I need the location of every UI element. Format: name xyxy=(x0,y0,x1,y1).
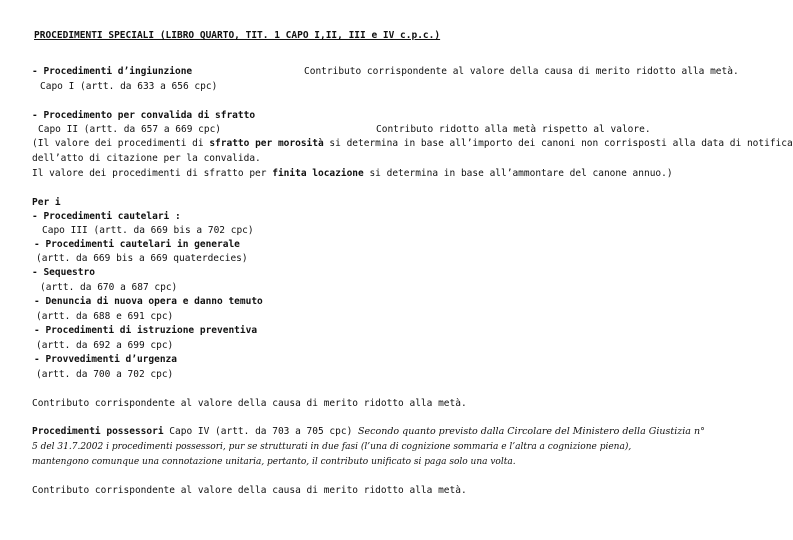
cautelari-item-ref: (artt. da 688 e 691 cpc) xyxy=(36,311,174,322)
cautelari-item-label: - Denuncia di nuova opera e danno temuto xyxy=(34,296,263,307)
sfratto-p1-a: (Il valore dei procedimenti di xyxy=(32,138,210,149)
cautelari-item-ref: (artt. da 692 a 699 cpc) xyxy=(36,340,174,351)
sfratto-paragraph-line3 xyxy=(32,168,673,180)
possessori-line3: mantengono comunque una connotazione unitaria, pertanto, il contributo unificato si paga solo una volta. xyxy=(32,457,516,467)
ingiunzione-capo: Capo I (artt. da 633 a 656 cpc) xyxy=(40,81,218,92)
cautelari-note: Contributo corrispondente al valore della causa di merito ridotto alla metà. xyxy=(32,398,467,409)
possessori-capo: Capo IV (artt. da 703 a 705 cpc) xyxy=(163,426,359,437)
sfratto-paragraph-line2: dell’atto di citazione per la convalida. xyxy=(32,153,261,164)
possessori-line2: 5 del 31.7.2002 i procedimenti possessori, pur se strutturati in due fasi (l’una di cognizione sommaria e l’altra a cognizione piena), xyxy=(32,442,632,452)
cautelari-item-ref: (artt. da 670 a 687 cpc) xyxy=(40,282,178,293)
ingiunzione-note: Contributo corrispondente al valore della causa di merito ridotto alla metà. xyxy=(304,66,739,77)
cautelari-item-label: - Procedimenti di istruzione preventiva xyxy=(34,325,258,336)
cautelari-heading: - Procedimenti cautelari : xyxy=(32,211,181,222)
sfratto-p3-b: finita locazione xyxy=(272,168,364,179)
possessori-note: Contributo corrispondente al valore della causa di merito ridotto alla metà. xyxy=(32,485,467,496)
sfratto-note: Contributo ridotto alla metà rispetto al valore. xyxy=(376,124,651,135)
sfratto-capo: Capo II (artt. da 657 a 669 cpc) xyxy=(38,124,222,135)
possessori-text-1: Secondo quanto previsto dalla Circolare del Ministero della Giustizia n° xyxy=(358,426,705,437)
possessori-label: Procedimenti possessori xyxy=(32,426,164,437)
sfratto-p1-c: si determina in base all’importo dei canoni non corrisposti alla data di notifica xyxy=(323,138,793,149)
cautelari-item-ref: (artt. da 700 a 702 cpc) xyxy=(36,369,174,380)
sfratto-p3-a: Il valore dei procedimenti di sfratto per xyxy=(32,168,273,179)
cautelari-item-label: - Provvedimenti d’urgenza xyxy=(34,354,177,365)
cautelari-capo: Capo III (artt. da 669 bis a 702 cpc) xyxy=(42,225,254,236)
cautelari-item-label: - Sequestro xyxy=(32,267,95,278)
cautelari-item-ref: (artt. da 669 bis a 669 quaterdecies) xyxy=(36,253,248,264)
possessori-line1 xyxy=(32,426,705,438)
page-title: PROCEDIMENTI SPECIALI (LIBRO QUARTO, TIT. 1 CAPO I,II, III e IV c.p.c.) xyxy=(34,30,441,41)
cautelari-item-label: - Procedimenti cautelari in generale xyxy=(34,239,240,250)
cautelari-per-i: Per i xyxy=(32,197,61,208)
sfratto-heading: - Procedimento per convalida di sfratto xyxy=(32,110,256,121)
ingiunzione-heading: - Procedimenti d’ingiunzione xyxy=(32,66,193,77)
sfratto-p1-b: sfratto per morosità xyxy=(209,138,324,149)
sfratto-p3-c: si determina in base all’ammontare del canone annuo.) xyxy=(363,168,673,179)
sfratto-paragraph-line1 xyxy=(32,138,793,150)
